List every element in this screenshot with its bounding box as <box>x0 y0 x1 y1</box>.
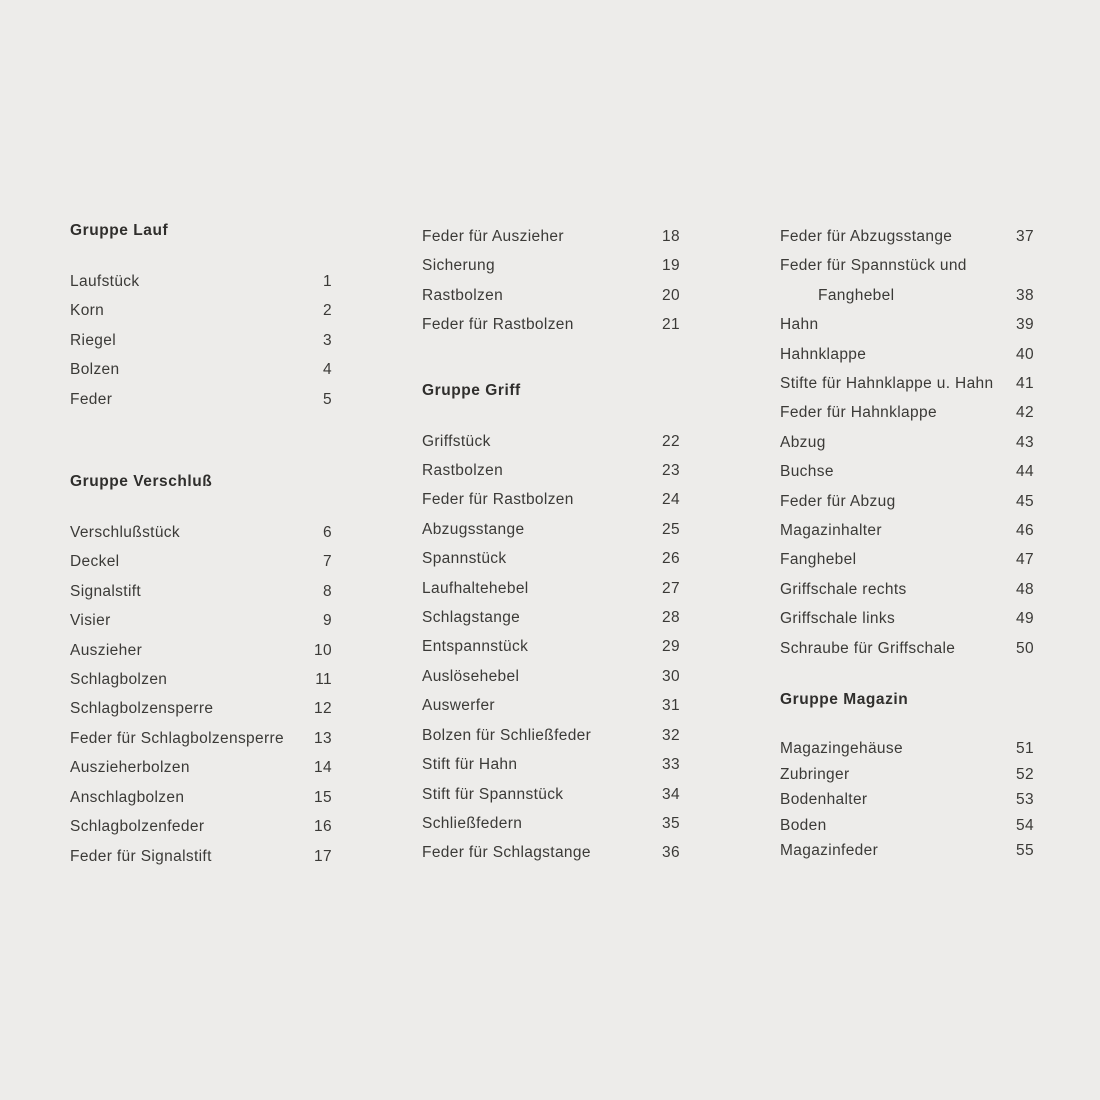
part-label: Feder für Abzug <box>780 492 896 510</box>
part-entry <box>70 547 332 576</box>
part-label: Magazinfeder <box>780 842 879 860</box>
part-label: Feder für Signalstift <box>70 847 212 865</box>
part-number: 26 <box>662 550 680 568</box>
part-label: Auslösehebel <box>422 667 520 685</box>
part-number: 25 <box>662 520 680 538</box>
part-number: 46 <box>1016 522 1034 540</box>
part-number: 44 <box>1016 463 1034 481</box>
part-entry <box>422 691 680 720</box>
part-entry <box>780 545 1034 574</box>
part-number: 49 <box>1016 610 1034 628</box>
part-entry <box>422 632 680 661</box>
part-label: Verschlußstück <box>70 524 180 542</box>
part-entries <box>422 222 780 340</box>
part-number: 51 <box>1016 740 1034 758</box>
group-title: Gruppe Lauf <box>70 222 169 239</box>
part-entry <box>422 485 680 514</box>
part-label: Rastbolzen <box>422 462 504 480</box>
part-number: 32 <box>662 726 680 744</box>
part-label: Sicherung <box>422 257 495 275</box>
part-entry <box>70 355 332 384</box>
part-label: Spannstück <box>422 550 507 568</box>
part-label: Stifte für Hahnklappe u. Hahn <box>780 375 994 393</box>
part-group-griff-continued <box>780 222 1034 663</box>
part-entry <box>422 515 680 544</box>
part-number: 13 <box>314 729 332 747</box>
part-entry <box>70 606 332 635</box>
group-spacer <box>70 414 422 473</box>
part-entry <box>70 783 332 812</box>
part-label: Griffschale links <box>780 610 896 628</box>
part-label: Feder für Auszieher <box>422 228 564 245</box>
part-label: Signalstift <box>70 582 142 600</box>
part-entry <box>422 574 680 603</box>
part-label: Bodenhalter <box>780 791 868 809</box>
part-label: Auszieher <box>70 641 143 659</box>
part-entry <box>70 385 332 414</box>
part-label: Feder für Abzugsstange <box>780 228 953 245</box>
part-entry <box>70 296 332 325</box>
part-label: Schlagbolzenfeder <box>70 818 205 836</box>
part-number: 1 <box>323 273 332 290</box>
part-number: 42 <box>1016 404 1034 422</box>
part-label: Zubringer <box>780 765 850 783</box>
group-spacer <box>780 663 1034 691</box>
part-entry <box>780 251 1034 280</box>
part-number: 18 <box>662 228 680 245</box>
part-entry <box>70 812 332 841</box>
parts-column-1 <box>70 222 422 871</box>
part-label: Riegel <box>70 331 117 349</box>
part-number: 47 <box>1016 551 1034 569</box>
part-entry <box>422 427 680 456</box>
part-number: 12 <box>314 700 332 718</box>
part-number: 34 <box>662 785 680 803</box>
part-entry <box>70 518 332 547</box>
part-entry <box>780 398 1034 427</box>
part-label: Fanghebel <box>818 286 895 304</box>
part-number: 33 <box>662 756 680 774</box>
part-number: 6 <box>323 524 332 542</box>
part-label: Schlagstange <box>422 609 521 627</box>
part-number: 31 <box>662 697 680 715</box>
part-number: 39 <box>1016 316 1034 334</box>
part-label: Auszieherbolzen <box>70 759 190 777</box>
part-entry <box>780 604 1034 633</box>
part-label: Magazingehäuse <box>780 740 903 758</box>
group-title: Gruppe Verschluß <box>70 473 213 491</box>
part-label: Stift für Hahn <box>422 756 518 774</box>
part-number: 28 <box>662 609 680 627</box>
part-number: 29 <box>662 638 680 656</box>
part-number: 45 <box>1016 492 1034 510</box>
part-label: Magazinhalter <box>780 522 882 540</box>
group-title: Gruppe Magazin <box>780 691 909 709</box>
part-number: 2 <box>323 302 332 320</box>
part-entry <box>422 456 680 485</box>
part-group-griff <box>422 382 780 868</box>
part-number: 20 <box>662 286 680 304</box>
part-label: Schließfedern <box>422 814 523 832</box>
part-group-verschluss <box>70 473 422 871</box>
part-number: 27 <box>662 579 680 597</box>
part-number: 4 <box>323 361 332 379</box>
part-label: Auswerfer <box>422 697 495 715</box>
group-spacer <box>422 340 780 382</box>
part-entry <box>780 457 1034 486</box>
part-label: Entspannstück <box>422 638 529 656</box>
part-entry <box>422 750 680 779</box>
part-label: Schraube für Griffschale <box>780 639 956 657</box>
part-number: 17 <box>314 847 332 865</box>
part-label: Korn <box>70 302 105 320</box>
part-entry <box>422 809 680 838</box>
part-label: Laufstück <box>70 273 140 290</box>
part-number: 14 <box>314 759 332 777</box>
part-label: Abzugsstange <box>422 520 525 538</box>
part-number: 15 <box>314 788 332 806</box>
part-number: 3 <box>323 331 332 349</box>
part-label: Feder für Schlagbolzensperre <box>70 729 284 747</box>
part-entries <box>70 518 422 871</box>
part-entry <box>780 575 1034 604</box>
part-number: 21 <box>662 316 680 334</box>
part-label: Feder für Rastbolzen <box>422 316 574 334</box>
part-label: Buchse <box>780 463 834 481</box>
part-entry <box>780 340 1034 369</box>
part-number: 10 <box>314 641 332 659</box>
part-entry <box>70 577 332 606</box>
part-number: 38 <box>1016 286 1034 304</box>
part-entry <box>780 428 1034 457</box>
part-label: Stift für Spannstück <box>422 785 564 803</box>
part-label: Feder für Rastbolzen <box>422 491 574 509</box>
parts-column-2 <box>422 222 780 871</box>
part-label: Feder für Schlagstange <box>422 844 591 862</box>
parts-column-3 <box>780 222 1034 871</box>
part-label: Feder für Spannstück und <box>780 257 967 275</box>
part-number: 30 <box>662 667 680 685</box>
part-number: 23 <box>662 462 680 480</box>
part-entry <box>70 326 332 355</box>
part-group-lauf <box>70 222 422 414</box>
part-entry <box>780 310 1034 339</box>
part-number: 48 <box>1016 580 1034 598</box>
part-number: 36 <box>662 844 680 862</box>
part-entries <box>780 736 1034 864</box>
part-entry <box>70 636 332 665</box>
part-label: Bolzen <box>70 361 120 379</box>
part-number: 19 <box>662 257 680 275</box>
part-label: Visier <box>70 612 111 630</box>
part-label: Hahnklappe <box>780 345 867 363</box>
part-entry <box>422 838 680 867</box>
part-label: Rastbolzen <box>422 286 504 304</box>
part-label: Feder für Hahnklappe <box>780 404 937 422</box>
part-entry <box>780 838 1034 864</box>
part-entry <box>422 662 680 691</box>
part-entries <box>70 267 422 414</box>
part-entry <box>70 842 332 871</box>
part-label: Schlagbolzen <box>70 671 168 689</box>
part-entry <box>70 665 332 694</box>
part-entry <box>780 487 1034 516</box>
group-title: Gruppe Griff <box>422 381 521 399</box>
part-label: Griffstück <box>422 432 491 450</box>
part-number: 9 <box>323 612 332 630</box>
part-number: 50 <box>1016 639 1034 657</box>
part-entry <box>422 721 680 750</box>
part-entries <box>780 222 1034 663</box>
part-number: 55 <box>1016 842 1034 860</box>
part-number: 5 <box>323 390 332 408</box>
part-entry <box>780 369 1034 398</box>
part-label: Hahn <box>780 316 819 334</box>
part-number: 35 <box>662 814 680 832</box>
part-entry <box>70 753 332 782</box>
part-entry <box>780 736 1034 762</box>
part-label: Boden <box>780 816 827 834</box>
part-entry <box>422 251 680 280</box>
part-entry <box>780 813 1034 839</box>
part-entries <box>422 427 780 868</box>
part-label: Feder <box>70 390 113 408</box>
part-entry <box>70 267 332 296</box>
part-group-magazin <box>780 691 1034 864</box>
part-entry <box>422 780 680 809</box>
part-label: Bolzen für Schließfeder <box>422 726 592 744</box>
part-label: Laufhaltehebel <box>422 579 529 597</box>
part-entry <box>780 516 1034 545</box>
part-entry <box>70 724 332 753</box>
part-entry <box>70 694 332 723</box>
part-number: 22 <box>662 432 680 450</box>
part-number: 54 <box>1016 816 1034 834</box>
parts-list-columns <box>70 222 1034 871</box>
part-label: Fanghebel <box>780 551 857 569</box>
part-number: 16 <box>314 818 332 836</box>
part-entry <box>780 787 1034 813</box>
part-label: Deckel <box>70 553 120 571</box>
part-entry <box>422 310 680 339</box>
part-entry <box>780 762 1034 788</box>
part-label: Abzug <box>780 433 826 451</box>
part-number: 8 <box>323 582 332 600</box>
part-number: 7 <box>323 553 332 571</box>
part-number: 41 <box>1016 375 1034 393</box>
part-number: 52 <box>1016 765 1034 783</box>
part-number: 53 <box>1016 791 1034 809</box>
part-label: Schlagbolzensperre <box>70 700 214 718</box>
part-entry <box>780 634 1034 663</box>
part-entry <box>422 222 680 251</box>
part-label: Anschlagbolzen <box>70 788 185 806</box>
part-entry <box>780 222 1034 251</box>
part-group-verschluss-continued <box>422 222 780 340</box>
part-entry <box>422 603 680 632</box>
part-number: 43 <box>1016 433 1034 451</box>
part-entry <box>422 281 680 310</box>
part-label: Griffschale rechts <box>780 580 907 598</box>
part-entry <box>780 281 1034 310</box>
part-number: 40 <box>1016 345 1034 363</box>
part-entry <box>422 544 680 573</box>
part-number: 37 <box>1016 228 1034 245</box>
part-number: 24 <box>662 491 680 509</box>
part-number: 11 <box>315 671 332 689</box>
